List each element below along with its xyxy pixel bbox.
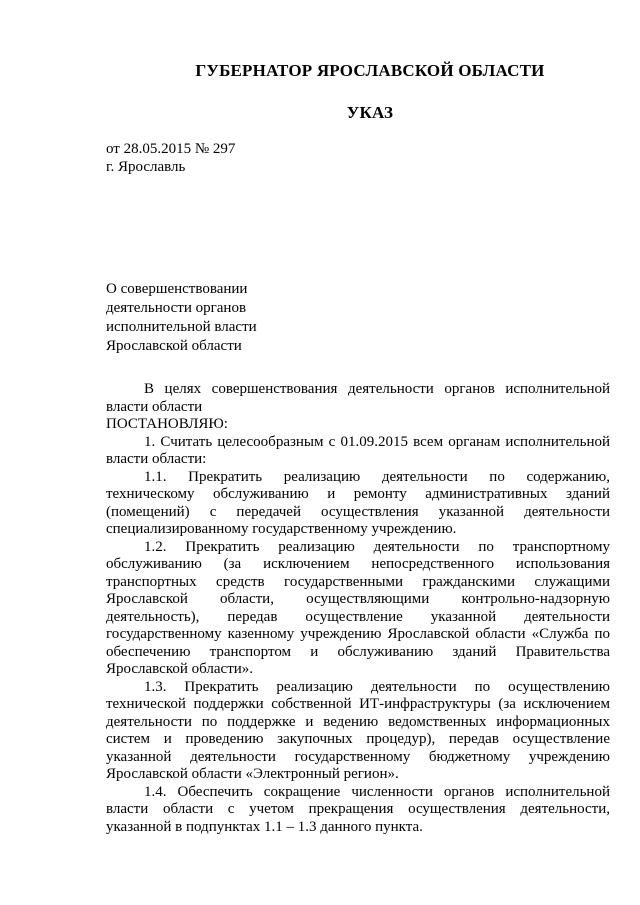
item-1-1-paragraph: 1.1. Прекратить реализацию деятельности по содержанию, техническому обслуживанию и ремонту административных зданий (помещений) с передачей осуществления указанной деятельности специализированному государственному учреждению.	[106, 468, 610, 537]
subject-line: исполнительной власти	[106, 319, 257, 335]
issuer-heading: ГУБЕРНАТОР ЯРОСЛАВСКОЙ ОБЛАСТИ	[195, 61, 545, 80]
city: г. Ярославль	[106, 159, 186, 175]
preamble-paragraph: В целях совершенствования деятельности органов исполнительной власти области	[106, 381, 610, 415]
item-1-4-paragraph: 1.4. Обеспечить сокращение численности органов исполнительной власти области с учетом прекращения осуществления деятельности, указанной в подпунктах 1.1 – 1.3 данного пункта.	[106, 783, 610, 835]
document-type-heading: УКАЗ	[346, 103, 394, 122]
document-subject	[106, 280, 326, 356]
subject-line: деятельности органов	[106, 300, 247, 316]
decree-word: ПОСТАНОВЛЯЮ:	[106, 416, 228, 432]
date-and-number: от 28.05.2015 № 297	[106, 141, 236, 157]
subject-line: О совершенствовании	[106, 281, 248, 297]
item-1-3-paragraph: 1.3. Прекратить реализацию деятельности по осуществлению технической поддержки собственной ИТ-инфраструктуры (за исключением деятельности по поддержке и ведению ведомственных информационных систем и проведению закупочных процедур), передав осуществление указанной деятельности государственному бюджетному учреждению Ярославской области «Электронный регион».	[106, 678, 610, 782]
document-body	[106, 381, 610, 836]
subject-line: Ярославской области	[106, 338, 242, 354]
item-1-paragraph: 1. Считать целесообразным с 01.09.2015 всем органам исполнительной власти области:	[106, 433, 610, 467]
item-1-2-paragraph: 1.2. Прекратить реализацию деятельности по транспортному обслуживанию (за исключением непосредственного использования транспортных средств государственными гражданскими служащими Ярославской области, осуществляющими контрольно-надзорную деятельность), передав осуществление указанной деятельности государственному казенному учреждению Ярославской области «Служба по обеспечению транспортом и обслуживанию зданий Правительства Ярославской области».	[106, 538, 610, 677]
